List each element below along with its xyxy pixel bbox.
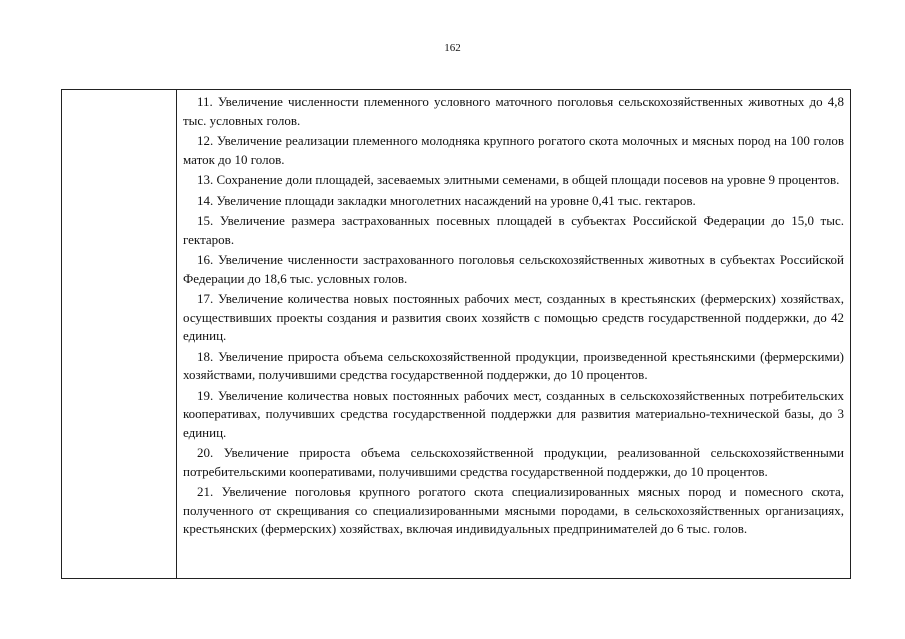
list-item: 11. Увеличение численности племенного условного маточного поголовья сельскохозяйственных животных до 4,8 тыс. условных голов. xyxy=(183,94,844,128)
list-item: 20. Увеличение прироста объема сельскохозяйственной продукции, реализованной сельскохозяйственными потребительскими кооперативами, получившими средства государственной поддержки, до 10 процентов. xyxy=(183,445,844,479)
list-item: 13. Сохранение доли площадей, засеваемых элитными семенами, в общей площади посевов на уровне 9 процентов. xyxy=(197,172,840,187)
list-item: 19. Увеличение количества новых постоянных рабочих мест, созданных в сельскохозяйственных потребительских кооперативах, получивших средства государственной поддержки для развития материально-технической базы, до 3 единиц. xyxy=(183,387,844,440)
document-table xyxy=(61,89,851,579)
table-right-cell xyxy=(177,90,850,578)
list-item: 14. Увеличение площади закладки многолетних насаждений на уровне 0,41 тыс. гектаров. xyxy=(197,192,696,208)
list-item: 16. Увеличение численности застрахованного поголовья сельскохозяйственных животных в субъектах Российской Федерации до 18,6 тыс. условных голов. xyxy=(183,252,844,286)
list-item: 17. Увеличение количества новых постоянных рабочих мест, созданных в крестьянских (фермерских) хозяйствах, осуществивших проекты создания и развития своих хозяйств с помощью средств государственной поддержки, до 42 единиц. xyxy=(183,291,844,343)
list-item: 12. Увеличение реализации племенного молодняка крупного рогатого скота молочных и мясных пород на 100 голов маток до 10 голов. xyxy=(183,133,844,167)
list-item: 15. Увеличение размера застрахованных посевных площадей в субъектах Российской Федерации до 15,0 тыс. гектаров. xyxy=(183,213,844,247)
list-item: 21. Увеличение поголовья крупного рогатого скота специализированных мясных пород и помесного скота, полученного от скрещивания со специализированными мясными породами, в сельскохозяйственных организациях, крестьянских (фермерских) хозяйствах, включая индивидуальных предпринимателей до 6 тыс. голов. xyxy=(183,484,844,536)
list-item: 18. Увеличение прироста объема сельскохозяйственной продукции, произведенной крестьянскими (фермерскими) хозяйствами, получившими средства государственной поддержки, до 10 процентов. xyxy=(183,348,844,382)
table-left-cell xyxy=(62,90,177,578)
page-number: 162 xyxy=(444,42,461,54)
